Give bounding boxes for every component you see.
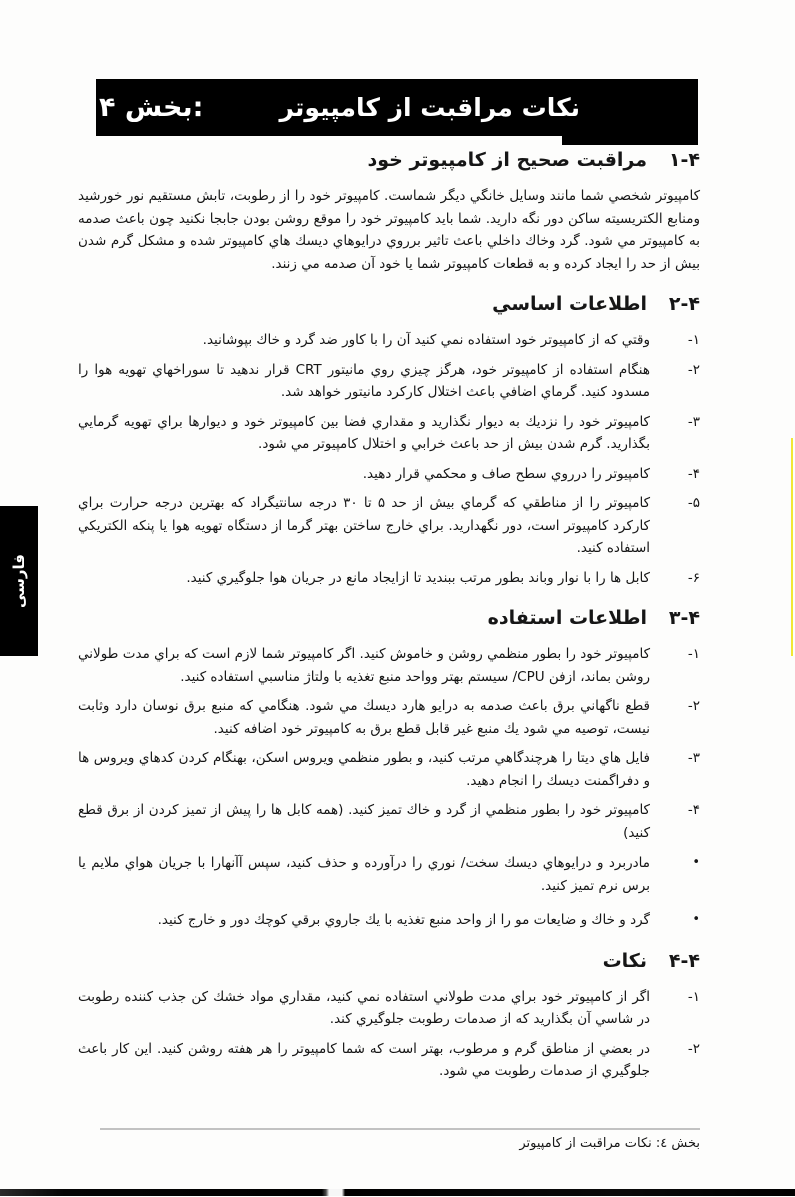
list-item xyxy=(78,986,700,1031)
bullet-item xyxy=(78,852,700,897)
chapter-header-bar xyxy=(96,79,698,136)
list-item xyxy=(78,329,700,352)
section-title: اطلاعات اساسي xyxy=(492,293,647,315)
bullet-marker: • xyxy=(692,912,700,927)
intro-paragraph: كامپيوتر شخصي شما مانند وسايل خانگي ديگر شماست. كامپيوتر خود را از رطوبت، تابش مستقيم نور خورشيد ومنابع الكتريسيته ساكن دور نگه داريد. شما بايد كامپيوتر خود را موقع روشن بودن جابجا نكنيد چون باعث صدمه به كامپيوتر مي شود. گرد وخاك داخلي باعث تاثير برروي درايوهاي ديسك هاي كامپيوتر شده و مشكل گرم شدن بيش از حد را ايجاد كرده و به قطعات كامپيوتر شما يا خود آن صدمه مي زنند. xyxy=(78,188,700,272)
scan-yellow-line xyxy=(791,438,793,656)
item-text: كامپيوتر را درروي سطح صاف و محكمي قرار دهيد. xyxy=(362,465,650,482)
section-usage-info xyxy=(78,603,700,932)
list-item xyxy=(78,1038,700,1083)
numbered-list xyxy=(78,986,700,1083)
item-text: هنگام استفاده از كامپيوتر خود، هرگز چيزي روي مانيتور CRT قرار ندهيد تا سوراخهاي تهويه هوا را مسدود كنيد. گرماي اضافي باعث اختلال كاركرد مانيتور خواهد شد. xyxy=(78,361,650,400)
list-item xyxy=(78,567,700,590)
bullet-text: گرد و خاك و ضايعات مو را از واحد منبع تغذيه با يك جاروي برقي كوچك دور و خارج كنيد. xyxy=(157,912,650,928)
section-number: ۲-۴ xyxy=(668,293,700,315)
bullet-item xyxy=(78,909,700,932)
item-marker: -۴ xyxy=(687,802,700,818)
item-text: قطع ناگهاني برق باعث صدمه به درايو هارد ديسك مي شود. هنگامي كه منبع برق نوسان دارد وثابت نيست، توصيه مي شود يك منبع غير قابل قطع برق به كامپيوتر خود اضافه كنيد. xyxy=(78,698,650,737)
chapter-title: نكات مراقبت از كامپيوتر xyxy=(279,93,581,122)
section-title: نكات xyxy=(602,949,647,972)
item-text: كامپيوتر خود را بطور منظمي از گرد و خاك تميز كنيد. (همه كابل ها را پيش از تميز كردن از برق قطع كنيد) xyxy=(78,802,650,841)
section-basic-info xyxy=(78,289,700,589)
list-item xyxy=(78,359,700,404)
item-marker: -۳ xyxy=(687,413,700,430)
item-marker: -۲ xyxy=(687,1040,700,1057)
bullet-marker: • xyxy=(692,855,700,870)
section-heading xyxy=(78,289,700,319)
list-item xyxy=(78,643,700,688)
scan-bottom-edge xyxy=(0,1189,795,1196)
header-bar-scan-step xyxy=(562,135,698,145)
item-text: اگر از كامپيوتر خود براي مدت طولاني استفاده نمي كنيد، مقداري مواد خشك كن جذب كننده رطوبت در شاسي آن بگذاريد كه از صدمات رطوبت جلوگيري كند. xyxy=(78,988,650,1027)
list-item xyxy=(78,695,700,740)
item-text: كامپيوتر خود را نزديك به ديوار نگذاريد و مقداري فضا بين كامپيوتر خود و ديوارها براي تهويه گرمايي بگذاريد. گرم شدن بيش از حد باعث خرابي و اختلال كامپيوتر مي شود. xyxy=(78,413,650,452)
footer-rule xyxy=(100,1128,700,1130)
item-text: كامپيوتر خود را بطور منظمي روشن و خاموش كنيد. اگر كامپيوتر شما لازم است كه براي مدت طولاني روشن بماند، ازفن CPU/ سيستم بهتر وواحد منبع تغذيه با ولتاژ مناسبي استفاده كنيد. xyxy=(78,646,650,685)
item-marker: -۲ xyxy=(687,698,700,714)
item-marker: -۴ xyxy=(687,465,700,482)
list-item xyxy=(78,799,700,844)
item-marker: -۵ xyxy=(687,495,700,511)
item-text: كامپيوتر را از مناطقي كه گرماي بيش از حد ۵ تا ۳۰ درجه سانتيگراد كه بهترين درجه حرارت براي كاركرد كامپيوتر است، دور نگهداريد. براي خارج ساختن بهتر گرما از دستگاه تهويه هوا يا پنكه الكتريكي استفاده كنيد. xyxy=(78,495,651,556)
section-care xyxy=(78,145,700,275)
item-text: فايل هاي ديتا را هرچندگاهي مرتب كنيد، و بطور منظمي ويروس اسكن، بهنگام كردن كدهاي ويروس ها و دفراگمنت ديسك را انجام دهيد. xyxy=(78,750,650,789)
item-marker: -۲ xyxy=(687,361,700,378)
section-heading xyxy=(78,145,700,175)
item-marker: -۶ xyxy=(687,569,700,586)
item-marker: -۱ xyxy=(687,646,700,662)
section-title: اطلاعات استفاده xyxy=(487,607,647,629)
numbered-list xyxy=(78,643,700,932)
section-title: مراقبت صحيح از كامپيوتر خود xyxy=(367,149,647,171)
section-number: ۳-۴ xyxy=(668,607,700,629)
item-text: وقتي كه از كامپيوتر خود استفاده نمي كنيد آن را با كاور ضد گرد و خاك بپوشانيد. xyxy=(202,332,650,348)
bullet-text: مادربرد و درايوهاي ديسك سخت/ نوري را درآورده و حذف كنيد، سپس آآنهارا با جريان هواي ملايم يا برس نرم تميز كنيد. xyxy=(78,855,650,894)
side-tab-label: فارسی xyxy=(10,553,28,609)
section-number: ۴-۴ xyxy=(668,949,700,972)
list-item xyxy=(78,747,700,792)
section-tips xyxy=(78,946,700,1083)
footer-text: بخش ٤: نكات مراقبت از كامپيوتر xyxy=(519,1136,700,1151)
item-text: كابل ها را با نوار وباند بطور مرتب ببنديد تا ازايجاد مانع در جريان هوا جلوگيري كنيد. xyxy=(186,569,650,586)
list-item xyxy=(78,492,700,560)
section-number: ۱-۴ xyxy=(668,149,700,171)
item-marker: -۱ xyxy=(687,988,700,1005)
chapter-label: بخش ۴: xyxy=(99,92,204,123)
farsi-side-tab xyxy=(0,506,38,656)
numbered-list xyxy=(78,329,700,589)
list-item xyxy=(78,411,700,456)
item-marker: -۱ xyxy=(687,332,700,348)
section-heading xyxy=(78,603,700,633)
section-heading xyxy=(78,946,700,976)
item-text: در بعضي از مناطق گرم و مرطوب، بهتر است كه شما كامپيوتر را هر هفته روشن كنيد. اين كار باعث جلوگيري از صدمات رطوبت مي شود. xyxy=(78,1040,650,1079)
item-marker: -۳ xyxy=(687,750,700,766)
list-item xyxy=(78,463,700,486)
page-content xyxy=(78,145,700,1095)
